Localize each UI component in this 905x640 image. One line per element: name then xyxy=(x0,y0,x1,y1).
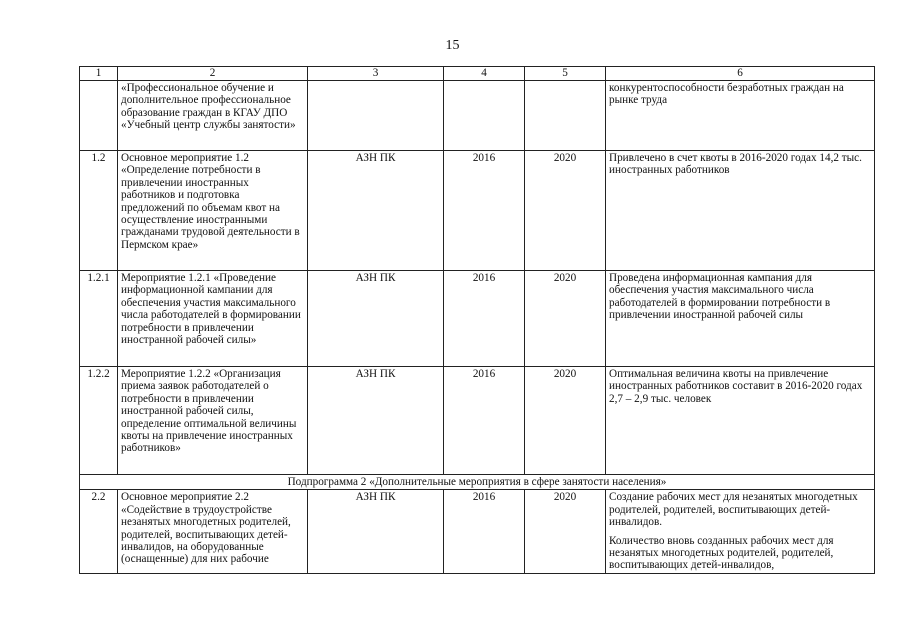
column-number: 1 xyxy=(80,67,118,81)
row-number: 1.2.1 xyxy=(80,271,118,367)
column-number: 4 xyxy=(444,67,525,81)
expected-result xyxy=(606,81,875,151)
column-number: 3 xyxy=(308,67,444,81)
column-number: 2 xyxy=(118,67,308,81)
start-year: 2016 xyxy=(444,490,525,573)
result-text: Оптимальная величина квоты на привлечение иностранных работников составит в 2016-2020 годах 2,7 – 2,9 тыс. человек xyxy=(609,368,863,405)
page-number: 15 xyxy=(445,38,460,53)
end-year: 2020 xyxy=(525,490,606,573)
program-table xyxy=(79,66,875,574)
result-text: Проведена информационная кампания для обеспечения участия максимального числа работодателей в формировании потребности в привлечении иностранной рабочей силы xyxy=(609,272,831,322)
table-row xyxy=(80,490,875,573)
expected-result xyxy=(606,271,875,367)
executor xyxy=(308,81,444,151)
column-number: 5 xyxy=(525,67,606,81)
result-text: Создание рабочих мест для незанятых многодетных родителей, родителей, воспитывающих детей-инвалидов. xyxy=(609,491,858,529)
result-text: Количество вновь созданных рабочих мест для незанятых многодетных родителей, родителей, воспитывающих детей-инвалидов, xyxy=(609,534,834,572)
end-year: 2020 xyxy=(525,151,606,271)
expected-result xyxy=(606,151,875,271)
activity-name: Основное мероприятие 2.2 «Содействие в трудоустройстве незанятых многодетных родителей, родителей, воспитывающих детей-инвалидов, на оборудованные (оснащенные) для них рабочие xyxy=(118,490,308,573)
subprogram-title: Подпрограмма 2 «Дополнительные мероприятия в сфере занятости населения» xyxy=(80,475,875,490)
expected-result xyxy=(606,367,875,475)
table-row xyxy=(80,367,875,475)
subprogram-row xyxy=(80,475,875,490)
row-number: 1.2 xyxy=(80,151,118,271)
result-text: Привлечено в счет квоты в 2016-2020 годах 14,2 тыс. иностранных работников xyxy=(609,152,862,177)
start-year xyxy=(444,81,525,151)
activity-name: Основное мероприятие 1.2 «Определение потребности в привлечении иностранных работников и подготовка предложений по объемам квот на осуществление иностранными гражданами трудовой деятельности в Пермском крае» xyxy=(118,151,308,271)
executor: АЗН ПК xyxy=(308,271,444,367)
end-year xyxy=(525,81,606,151)
end-year: 2020 xyxy=(525,367,606,475)
row-number: 2.2 xyxy=(80,490,118,573)
end-year: 2020 xyxy=(525,271,606,367)
column-number: 6 xyxy=(606,67,875,81)
executor: АЗН ПК xyxy=(308,490,444,573)
activity-name: Мероприятие 1.2.2 «Организация приема заявок работодателей о потребности в привлечении иностранной рабочей силы, определение оптимальной величины квоты на привлечение иностранных работников» xyxy=(118,367,308,475)
table-row xyxy=(80,151,875,271)
executor: АЗН ПК xyxy=(308,367,444,475)
result-text: конкурентоспособности безработных граждан на рынке труда xyxy=(609,82,844,107)
column-number-row xyxy=(80,67,875,81)
start-year: 2016 xyxy=(444,271,525,367)
expected-result xyxy=(606,490,875,573)
start-year: 2016 xyxy=(444,151,525,271)
activity-name: Мероприятие 1.2.1 «Проведение информационной кампании для обеспечения участия максимального числа работодателей в формировании потребности в привлечении иностранной рабочей силы» xyxy=(118,271,308,367)
executor: АЗН ПК xyxy=(308,151,444,271)
activity-name: «Профессиональное обучение и дополнительное профессиональное образование граждан в КГАУ ДПО «Учебный центр службы занятости» xyxy=(118,81,308,151)
table-row xyxy=(80,271,875,367)
table-row xyxy=(80,81,875,151)
row-number xyxy=(80,81,118,151)
row-number: 1.2.2 xyxy=(80,367,118,475)
start-year: 2016 xyxy=(444,367,525,475)
